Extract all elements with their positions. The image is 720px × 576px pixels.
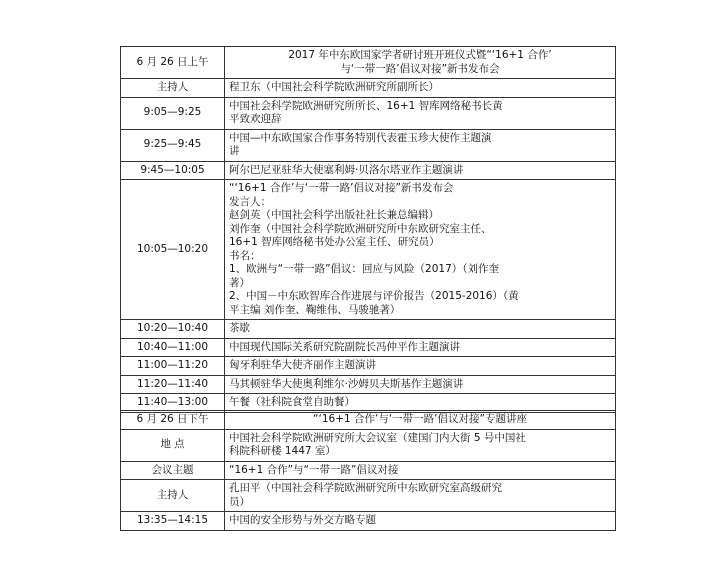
morning-row: [121, 97, 616, 129]
afternoon-content-line: 孔田平（中国社会科学院欧洲研究所中东欧研究室高级研究: [229, 482, 502, 494]
morning-content-line: 平致欢迎辞: [229, 113, 282, 125]
afternoon-schedule-body: [121, 411, 616, 531]
morning-content-cell: [225, 161, 616, 180]
morning-schedule-body: [121, 47, 616, 413]
morning-time-cell: 9:45—10:05: [121, 161, 225, 180]
morning-time-cell: 11:40—13:00: [121, 394, 225, 413]
afternoon-time-cell: 地 点: [121, 429, 225, 461]
morning-content-line: 书名：: [229, 249, 261, 262]
afternoon-content-cell: [225, 461, 616, 480]
morning-title-line-2: 与‘一带一路’倡议对接”新书发布会: [340, 62, 500, 75]
morning-content-line: 马其顿驻华大使奥利维尔·沙姆贝夫斯基作主题演讲: [229, 377, 464, 390]
morning-date-cell: 6 月 26 日上午: [121, 47, 225, 79]
morning-title-cell: [225, 47, 616, 79]
morning-content-line: 刘作奎（中国社会科学院欧洲研究所中东欧研究室主任、: [229, 222, 492, 235]
morning-row: [121, 375, 616, 394]
morning-content-cell: [225, 97, 616, 129]
afternoon-row: [121, 512, 616, 531]
morning-content-line: 中国现代国际关系研究院副院长冯仲平作主题演讲: [229, 340, 460, 353]
morning-content-line: 阿尔巴尼亚驻华大使塞利姆·贝洛尔塔亚作主题演讲: [229, 163, 464, 176]
afternoon-content-cell: [225, 429, 616, 461]
morning-content-cell: [225, 338, 616, 357]
morning-content-line: 午餐（社科院食堂自助餐）: [229, 396, 355, 408]
afternoon-content-line: 中国社会科学院欧洲研究所大会议室（建国门内大街 5 号中国社: [229, 431, 526, 444]
morning-row: [121, 129, 616, 161]
morning-time-cell: 9:05—9:25: [121, 97, 225, 129]
morning-content-cell: [225, 357, 616, 376]
morning-content-line: 程卫东（中国社会科学院欧洲研究所副所长）: [229, 81, 439, 93]
morning-schedule-table: [120, 46, 616, 413]
morning-content-cell: [225, 129, 616, 161]
morning-content-line: 1、欧洲与“一带一路”倡议：回应与风险（2017）（刘作奎: [229, 263, 500, 275]
afternoon-header-row: [121, 411, 616, 430]
morning-content-line: 赵剑英（中国社会科学出版社社长兼总编辑）: [229, 209, 439, 221]
morning-content-line: 匈牙利驻华大使齐丽作主题演讲: [229, 359, 376, 371]
afternoon-time-cell: 会议主题: [121, 461, 225, 480]
morning-content-line: 中国—中东欧国家合作事务特别代表霍玉珍大使作主题演: [229, 131, 492, 144]
morning-time-cell: 10:40—11:00: [121, 338, 225, 357]
afternoon-time-cell: 13:35—14:15: [121, 512, 225, 531]
morning-content-line: 16+1 智库网络秘书处办公室主任、研究员）: [229, 236, 440, 248]
afternoon-content-line: “16+1 合作”与“一带一路”倡议对接: [229, 463, 399, 476]
morning-content-line: 茶歇: [229, 322, 250, 334]
morning-title-line-1: 2017 年中东欧国家学者研讨班开班仪式暨“‘16+1 合作’: [288, 49, 552, 61]
morning-row: [121, 180, 616, 320]
morning-time-cell: 主持人: [121, 79, 225, 98]
morning-content-cell: [225, 320, 616, 339]
morning-time-cell: 10:05—10:20: [121, 180, 225, 320]
morning-content-line: “‘16+1 合作’与‘一带一路’倡议对接”新书发布会: [229, 182, 454, 194]
morning-row: [121, 320, 616, 339]
afternoon-row: [121, 429, 616, 461]
morning-row: [121, 79, 616, 98]
morning-content-cell: [225, 180, 616, 320]
morning-content-line: 著）: [229, 276, 250, 289]
afternoon-content-line: 中国的安全形势与外交方略专题: [229, 514, 376, 526]
morning-content-line: 中国社会科学院欧洲研究所所长、16+1 智库网络秘书长黄: [229, 99, 503, 112]
morning-time-cell: 11:00—11:20: [121, 357, 225, 376]
morning-row: [121, 338, 616, 357]
afternoon-row: [121, 480, 616, 512]
morning-time-cell: 10:20—10:40: [121, 320, 225, 339]
morning-content-cell: [225, 375, 616, 394]
afternoon-title-cell: “‘16+1 合作’与‘一带一路’倡议对接”专题讲座: [225, 411, 616, 430]
afternoon-content-cell: [225, 480, 616, 512]
morning-content-cell: [225, 79, 616, 98]
morning-content-line: 平主编 刘作奎、鞠维伟、马骏驰著）: [229, 303, 401, 316]
morning-row: [121, 161, 616, 180]
morning-time-cell: 11:20—11:40: [121, 375, 225, 394]
afternoon-content-cell: [225, 512, 616, 531]
afternoon-date-cell: 6 月 26 日下午: [121, 411, 225, 430]
afternoon-content-line: 员）: [229, 495, 250, 508]
morning-content-line: 发言人：: [229, 195, 271, 208]
morning-content-line: 讲: [229, 145, 240, 157]
afternoon-row: [121, 461, 616, 480]
afternoon-time-cell: 主持人: [121, 480, 225, 512]
morning-row: [121, 357, 616, 376]
afternoon-content-line: 科院科研楼 1447 室）: [229, 445, 336, 457]
morning-content-line: 2、中国－中东欧智库合作进展与评价报告（2015-2016）（黄: [229, 290, 519, 302]
morning-header-row: [121, 47, 616, 79]
afternoon-schedule-table: [120, 410, 616, 531]
morning-time-cell: 9:25—9:45: [121, 129, 225, 161]
